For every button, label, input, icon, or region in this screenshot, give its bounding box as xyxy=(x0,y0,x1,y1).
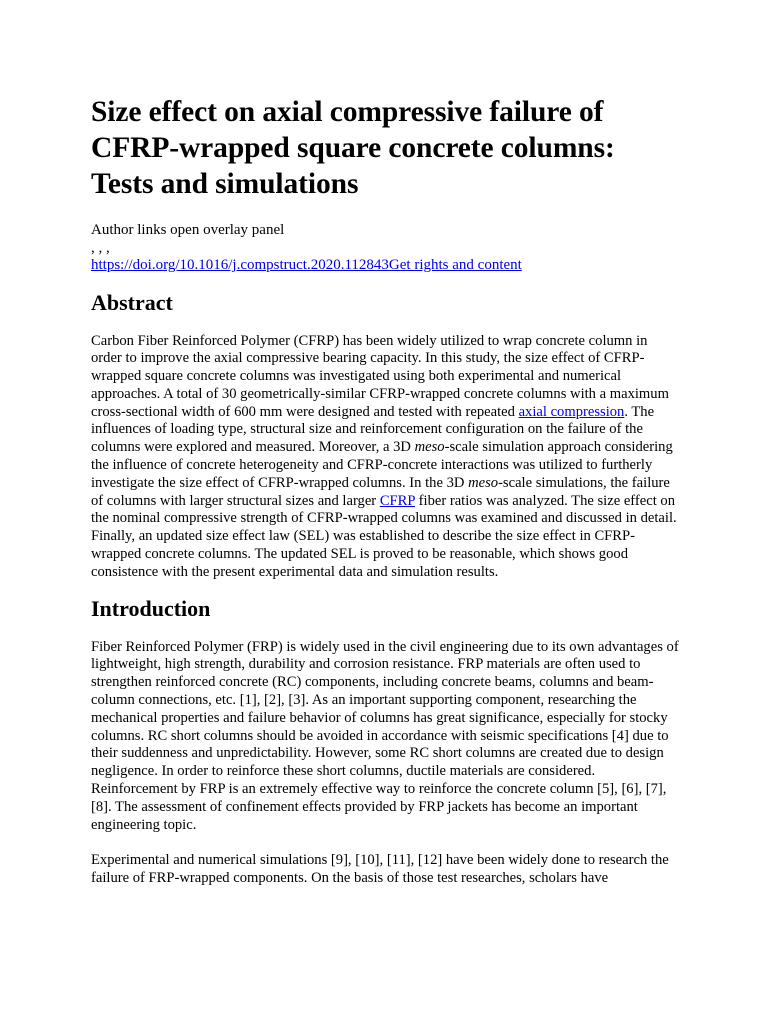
doi-link[interactable]: https://doi.org/10.1016/j.compstruct.2020.112843 xyxy=(91,257,389,273)
author-list: , , , xyxy=(91,239,110,256)
introduction-paragraph-1: Fiber Reinforced Polymer (FRP) is widely used in the civil engineering due to its own advantages of lightweight, high strength, durability and corrosion resistance. FRP materials are often used to strengthen reinforced concrete (RC) components, including concrete beams, columns and beam-column connections, etc. [1], [2], [3]. As an important supporting component, researching the mechanical properties and failure behavior of columns has great significance, especially for stocky columns. RC short columns should be avoided in accordance with seismic specifications [4] due to their suddenness and unpredictability. However, some RC short columns are created due to design negligence. In order to reinforce these short columns, ductile materials are considered. Reinforcement by FRP is an extremely effective way to reinforce the concrete column [5], [6], [7], [8]. The assessment of confinement effects provided by FRP jackets has become an important engineering topic. xyxy=(91,638,679,833)
article-title: Size effect on axial compressive failure of CFRP-wrapped square concrete columns: Tests and simulations xyxy=(91,96,615,200)
rights-link[interactable]: Get rights and content xyxy=(388,257,522,273)
article-meta xyxy=(91,222,681,275)
cfrp-link[interactable]: CFRP xyxy=(379,492,415,509)
author-links[interactable]: Author links open overlay panel xyxy=(91,222,285,238)
doi-row xyxy=(91,257,681,275)
introduction-paragraph-2: Experimental and numerical simulations [9], [10], [11], [12] have been widely done to research the failure of FRP-wrapped components. On the basis of those test researches, scholars have xyxy=(91,851,669,886)
abstract-text: Carbon Fiber Reinforced Polymer (CFRP) has been widely utilized to wrap concrete column in order to improve the axial compressive bearing capacity. In this study, the size effect of CFRP-wrapped square concrete columns was investigated using both experimental and numerical approaches. A total of 30 geometrically-similar CFRP-wrapped concrete columns with a maximum cross-sectional width of 600 mm were designed and tested with repeated axial compression. The influences of loading type, structural size and reinforcement configuration on the failure of the columns were explored and measured. Moreover, a 3D meso-scale simulation approach considering the influence of concrete heterogeneity and CFRP-concrete interactions was utilized to furtherly investigate the size effect of CFRP-wrapped columns. In the 3D meso-scale simulations, the failure of columns with larger structural sizes and larger CFRP fiber ratios was analyzed. The size effect on the nominal compressive strength of CFRP-wrapped columns was examined and discussed in detail. Finally, an updated size effect law (SEL) was established to describe the size effect in CFRP-wrapped concrete columns. The updated SEL is proved to be reasonable, which shows good consistence with the present experimental data and simulation results. xyxy=(91,332,677,580)
introduction-heading: Introduction xyxy=(91,595,211,621)
article xyxy=(91,94,681,888)
axial-compression-link[interactable]: axial compression xyxy=(518,403,625,420)
abstract-heading: Abstract xyxy=(91,289,173,315)
